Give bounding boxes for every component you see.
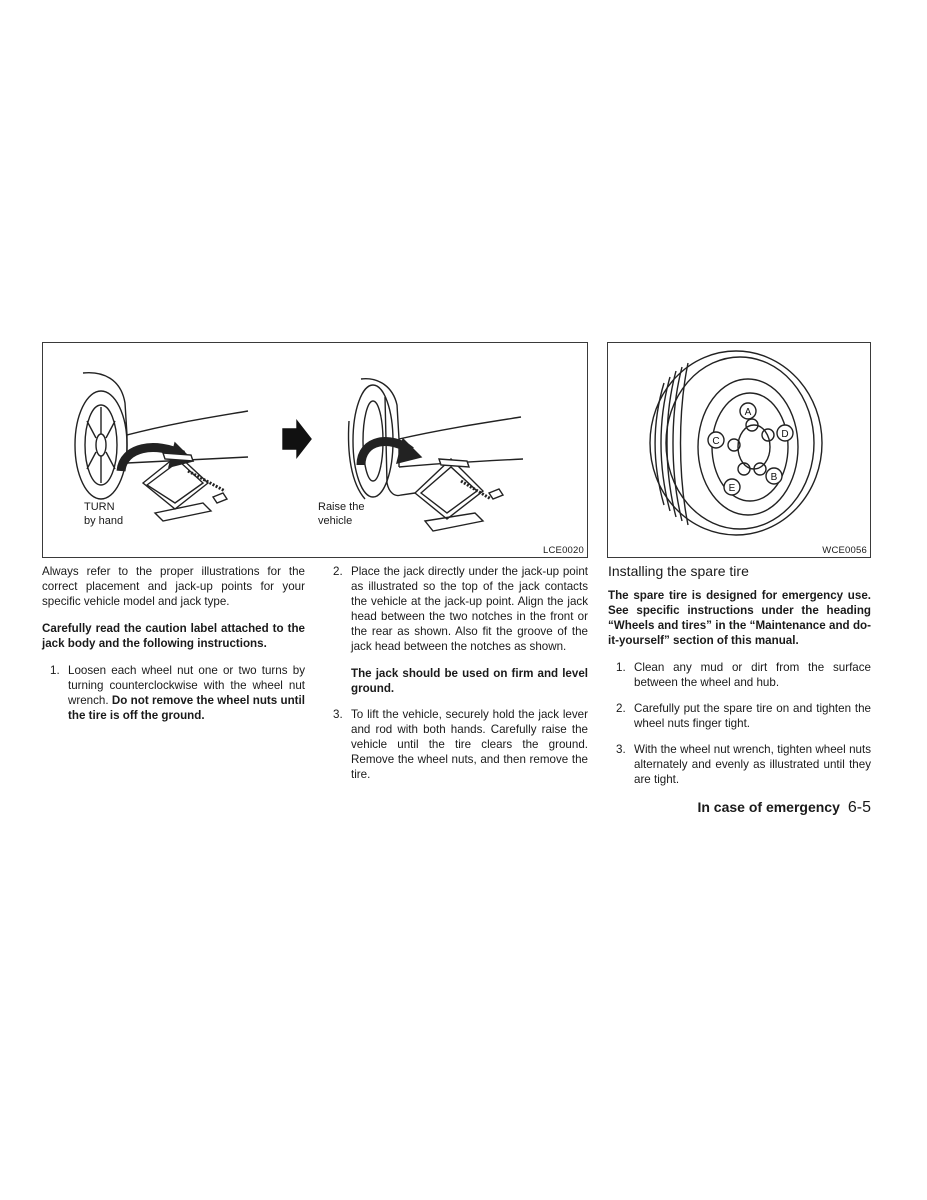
step-text [68, 663, 305, 723]
turn-label [84, 500, 123, 528]
intro-paragraph: Always refer to the proper illustrations for the correct placement and jack-up points for your specific vehicle model and jack type. [42, 565, 305, 608]
step-number: 1. [616, 661, 626, 674]
warning-paragraph: The spare tire is designed for emergency use. See specific instructions under the heading “Wheels and tires” in the “Maintenance and do-it-yourself” section of this manual. [608, 589, 871, 647]
step-text: Carefully put the spare tire on and tighten the wheel nuts finger tight. [634, 702, 871, 730]
step-number: 3. [616, 743, 626, 756]
caution-paragraph: Carefully read the caution label attached to the jack body and the following instructions. [42, 622, 305, 650]
column-1 [42, 564, 305, 734]
nut-label-a: A [744, 407, 752, 418]
section-heading: Installing the spare tire [608, 563, 749, 579]
jack-illustration [43, 343, 587, 557]
step-number: 2. [616, 702, 626, 715]
step-warning: Do not remove the wheel nuts until the tire is off the ground. [68, 694, 305, 722]
step-3 [333, 707, 588, 782]
step-number: 3. [333, 708, 343, 721]
step-number: 1. [50, 664, 60, 677]
page-number: 6-5 [847, 799, 871, 816]
nut-label-b: B [770, 472, 778, 483]
wheel-figure [607, 342, 871, 558]
install-step-2 [608, 701, 871, 731]
section-title: In case of emergency [697, 799, 840, 815]
raise-label-line-1: Raise the [318, 501, 365, 513]
figure-code: LCE0020 [542, 545, 584, 556]
column-2 [333, 564, 588, 793]
step-text: To lift the vehicle, securely hold the jack lever and rod with both hands. Carefully raise the vehicle until the tire clears the ground. Remove the wheel nuts, and then remove the tire. [351, 708, 588, 781]
nut-label-c: C [712, 436, 720, 447]
wheel-illustration [608, 343, 870, 557]
nut-label-e: E [728, 483, 736, 494]
turn-label-line-2: by hand [84, 515, 124, 527]
raise-label-line-2: vehicle [318, 515, 353, 527]
step-number: 2. [333, 565, 343, 578]
step-text [351, 564, 588, 696]
nut-label-d: D [781, 429, 789, 440]
step-warning: The jack should be used on firm and level ground. [351, 667, 588, 695]
step-text-body: Loosen each wheel nut one or two turns by turning counterclockwise with the wheel nut wrench. [68, 664, 305, 707]
step-2 [333, 564, 588, 696]
page-footer [697, 799, 871, 817]
install-step-1 [608, 660, 871, 690]
step-text-body: Place the jack directly under the jack-up point as illustrated so the top of the jack contacts the vehicle at the jack-up point. Align the jack head between the two notches in the front or the rear as shown. Also fit the groove of the jack head between the notches as shown. [351, 565, 588, 653]
install-step-3 [608, 742, 871, 787]
column-3 [608, 564, 871, 798]
step-1 [42, 663, 305, 723]
turn-label-line-1: TURN [84, 501, 115, 513]
jack-figure [42, 342, 588, 558]
step-text: With the wheel nut wrench, tighten wheel nuts alternately and evenly as illustrated until they are tight. [634, 743, 871, 786]
figure-code: WCE0056 [822, 545, 867, 556]
raise-label [318, 500, 364, 528]
step-text: Clean any mud or dirt from the surface between the wheel and hub. [634, 661, 871, 689]
